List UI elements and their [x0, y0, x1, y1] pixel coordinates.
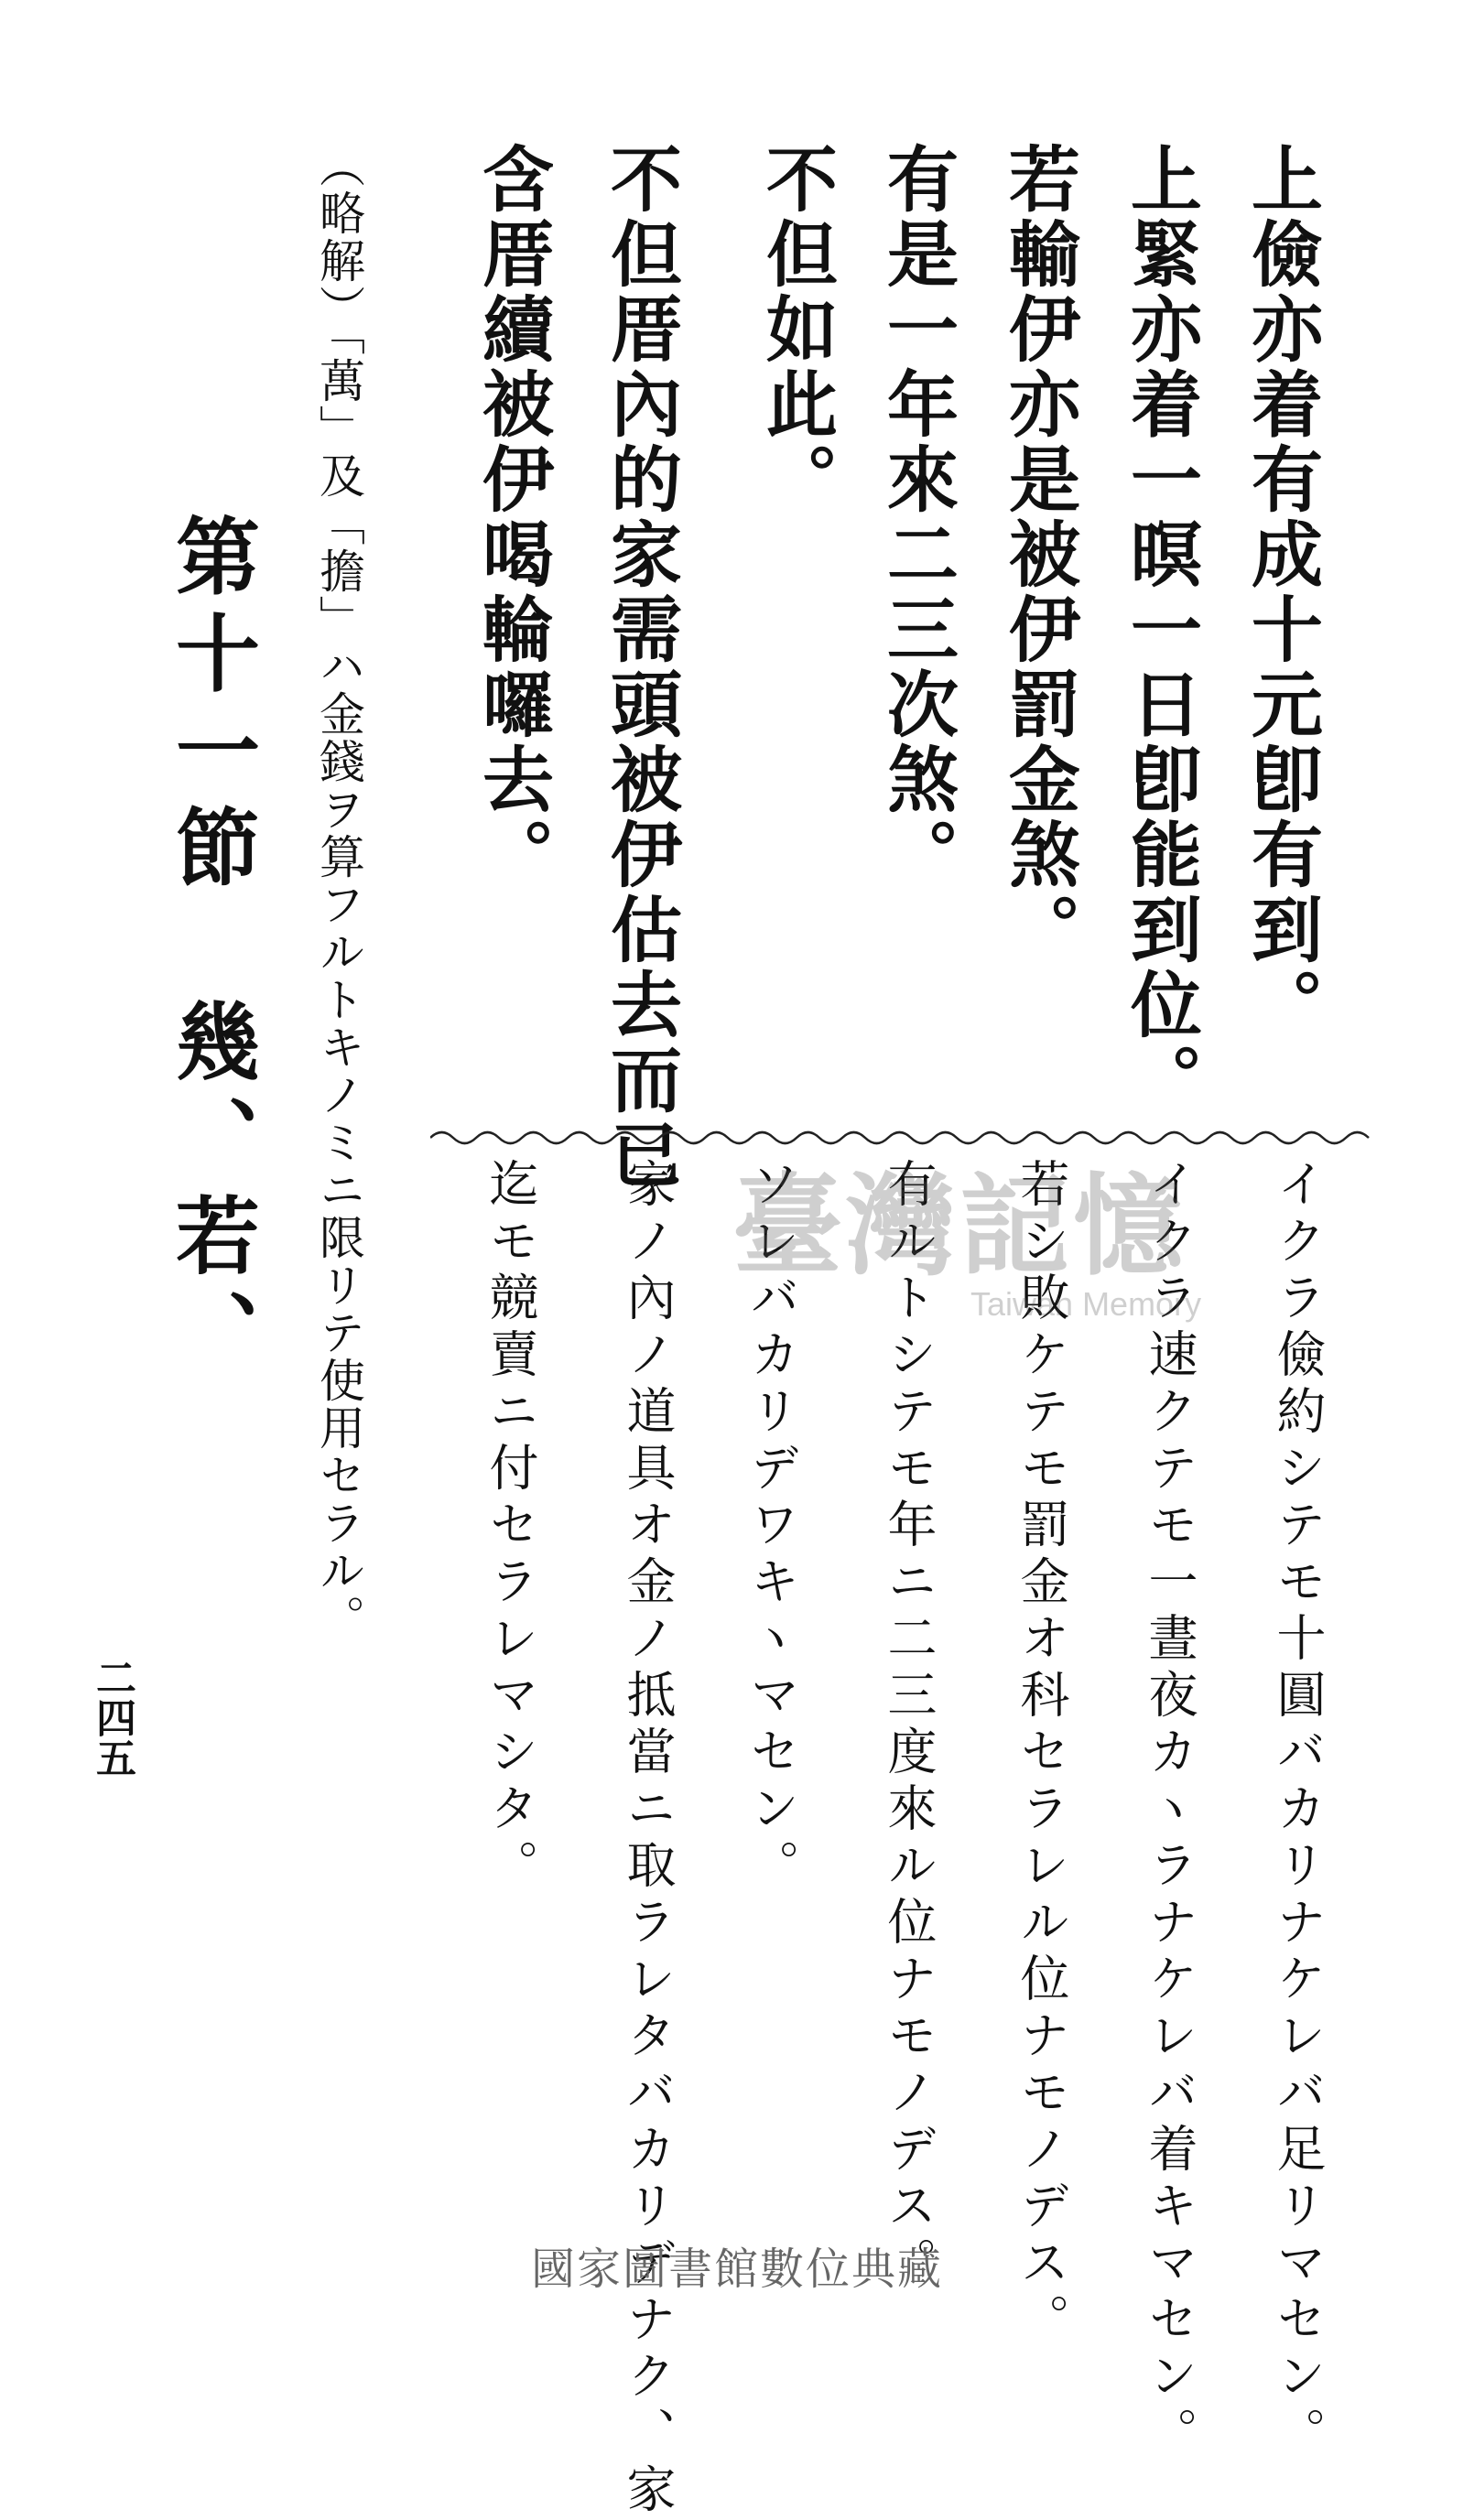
text-column-3: 若輸伊亦是被伊罰金煞。 — [997, 142, 1080, 968]
translation-column-2: イクラ速クテモ一晝夜カヽラナケレバ着キマセン。 — [1141, 1158, 1198, 2463]
text-column-4: 有是一年來二三次煞。 — [875, 142, 959, 892]
translation-column-6: 家ノ內ノ道具オ金ノ抵當ニ取ラレタバカリデナク、家 — [619, 1158, 677, 2520]
text-column-1: 上儉亦着有成十元卽有到。 — [1240, 142, 1323, 1043]
translation-column-5: ソレバカリデワキヽマセン。 — [742, 1158, 800, 1896]
text-column-2: 上緊亦着一暝一日卽能到位。 — [1119, 142, 1202, 1118]
translation-column-4: 有ルトシテモ年ニ二三度來ル位ナモノデス。 — [880, 1158, 938, 2293]
translation-column-3: 若シ敗ケテモ罰金オ科セラレル位ナモノデス。 — [1013, 1158, 1070, 2350]
section-title: 第十一節 幾、若、 — [162, 513, 261, 1386]
watermark-english: Taiwan Memory — [970, 1285, 1202, 1323]
text-column-5: 不但如此。 — [754, 142, 838, 517]
watermark-chinese: 臺灣記憶 — [732, 1162, 1187, 1291]
explanatory-note: （略解）「萬」及「擔」ハ金錢ヲ算フルトキノミニ限リテ使用セラル。 — [312, 142, 365, 1642]
footer-credit: 國家圖書館數位典藏 — [530, 2244, 943, 2295]
page-number: 二四五 — [89, 1657, 135, 1778]
wavy-divider — [430, 1124, 1373, 1152]
translation-column-7: 迄モ競賣ニ付セラレマシタ。 — [482, 1158, 539, 1896]
text-column-7: 含厝續被伊喝輪囉去。 — [471, 142, 554, 892]
text-column-6: 不但厝內的家需頭被伊估去而已 — [599, 142, 682, 1193]
translation-column-1: イクラ儉約シテモ十圓バカリナケレバ足リマセン。 — [1269, 1158, 1327, 2463]
